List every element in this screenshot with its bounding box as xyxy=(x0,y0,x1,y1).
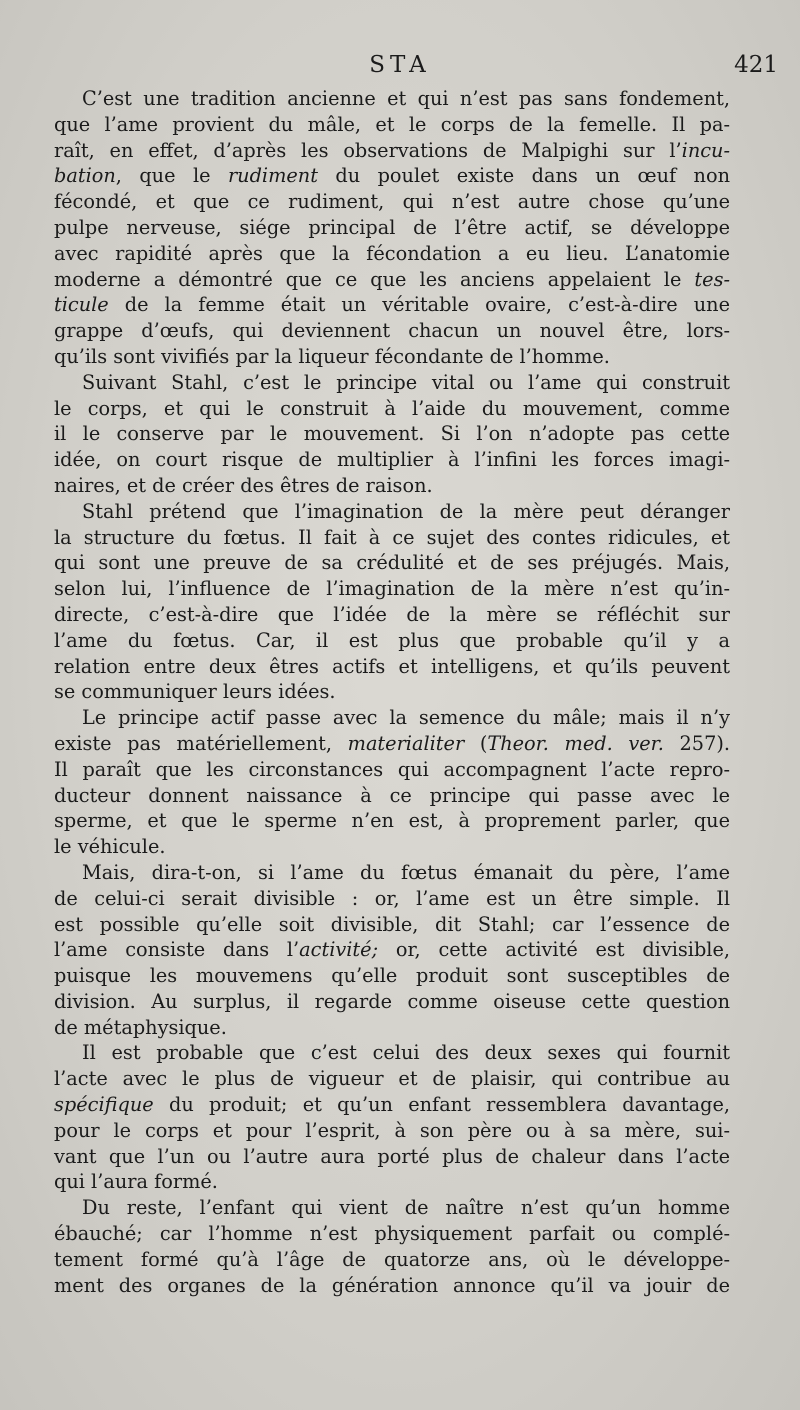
text-run: de métaphysique. xyxy=(54,1015,227,1039)
text-line xyxy=(54,757,730,783)
running-head: STA xyxy=(369,52,431,78)
text-run: du produit; et qu’un enfant ressemblera davantage, xyxy=(153,1093,730,1117)
text-run: Suivant Stahl, c’est le principe vital ou l’ame qui construit xyxy=(82,370,730,394)
text-line xyxy=(54,1144,730,1170)
text-line xyxy=(54,189,730,215)
text-line xyxy=(54,808,730,834)
text-line xyxy=(54,705,730,731)
italic-text: bation xyxy=(54,164,116,188)
text-run: moderne a démontré que ce que les anciens appelaient le xyxy=(54,267,695,291)
text-line xyxy=(54,1221,730,1247)
text-run: pulpe nerveuse, siége principal de l’être actif, se développe xyxy=(54,215,730,239)
text-run: Mais, dira-t-on, si l’ame du fœtus émanait du père, l’ame xyxy=(82,860,730,884)
text-run: , que le xyxy=(115,164,228,188)
text-run: tement formé qu’à l’âge de quatorze ans, où le développe- xyxy=(54,1247,730,1271)
text-line xyxy=(54,318,730,344)
text-run: le véhicule. xyxy=(54,835,166,859)
text-run: qu’ils sont vivifiés par la liqueur fécondante de l’homme. xyxy=(54,344,610,368)
text-run: selon lui, l’influence de l’imagination de la mère n’est qu’in- xyxy=(54,577,730,601)
text-run: division. Au surplus, il regarde comme oiseuse cette question xyxy=(54,989,730,1013)
paragraph xyxy=(54,1195,730,1298)
italic-text: activité; xyxy=(299,938,379,962)
text-run: naires, et de créer des êtres de raison. xyxy=(54,473,433,497)
paragraph xyxy=(54,370,730,499)
text-run: que l’ame provient du mâle, et le corps de la femelle. Il pa- xyxy=(54,112,730,136)
page-number: 421 xyxy=(734,52,778,78)
text-run: Il est probable que c’est celui des deux sexes qui fournit xyxy=(82,1041,730,1065)
text-line xyxy=(54,370,730,396)
text-run: qui l’aura formé. xyxy=(54,1170,218,1194)
text-run: pour le corps et pour l’esprit, à son père ou à sa mère, sui- xyxy=(54,1118,730,1142)
text-line xyxy=(54,602,730,628)
italic-text: spécifique xyxy=(54,1093,154,1117)
text-run: de celui-ci serait divisible : or, l’ame est un être simple. Il xyxy=(54,886,730,910)
text-run: raît, en effet, d’après les observations de Malpighi sur l’ xyxy=(54,138,682,162)
text-run: ( xyxy=(464,731,488,755)
paragraph xyxy=(54,1040,730,1195)
text-line xyxy=(54,473,730,499)
italic-text: incu- xyxy=(681,138,730,162)
text-run: Il paraît que les circonstances qui accompagnent l’acte repro- xyxy=(54,757,730,781)
text-run: directe, c’est-à-dire que l’idée de la mère se réfléchit sur xyxy=(54,602,730,626)
text-run: l’ame du fœtus. Car, il est plus que probable qu’il y a xyxy=(54,628,730,652)
paragraph xyxy=(54,705,730,860)
text-line xyxy=(54,912,730,938)
text-line xyxy=(54,860,730,886)
text-line xyxy=(54,576,730,602)
text-run: 257). xyxy=(663,731,730,755)
text-run: existe pas matériellement, xyxy=(54,731,348,755)
text-line xyxy=(54,86,730,112)
text-line xyxy=(54,654,730,680)
text-run: l’ame consiste dans l’ xyxy=(54,938,300,962)
text-run: or, cette activité est divisible, xyxy=(378,938,730,962)
text-run: Du reste, l’enfant qui vient de naître n’est qu’un homme xyxy=(82,1196,730,1220)
text-line xyxy=(54,1247,730,1273)
text-line xyxy=(54,396,730,422)
page-header xyxy=(0,52,800,84)
text-line xyxy=(54,241,730,267)
text-line xyxy=(54,1066,730,1092)
text-line xyxy=(54,963,730,989)
text-line xyxy=(54,1015,730,1041)
text-run: ébauché; car l’homme n’est physiquement parfait ou complé- xyxy=(54,1222,730,1246)
text-line xyxy=(54,628,730,654)
italic-text: Theor. med. ver. xyxy=(487,731,664,755)
italic-text: materialiter xyxy=(347,731,465,755)
italic-text: tes- xyxy=(694,267,730,291)
text-line xyxy=(54,1040,730,1066)
text-line xyxy=(54,267,730,293)
text-line xyxy=(54,886,730,912)
text-line xyxy=(54,138,730,164)
paragraph xyxy=(54,860,730,1041)
text-run: grappe d’œufs, qui deviennent chacun un nouvel être, lors- xyxy=(54,319,730,343)
text-line xyxy=(54,215,730,241)
text-run: avec rapidité après que la fécondation a eu lieu. L’anatomie xyxy=(54,241,730,265)
text-run: C’est une tradition ancienne et qui n’est pas sans fondement, xyxy=(82,87,730,110)
text-run: Stahl prétend que l’imagination de la mère peut déranger xyxy=(82,499,730,523)
text-run: est possible qu’elle soit divisible, dit Stahl; car l’essence de xyxy=(54,912,730,936)
text-line xyxy=(54,525,730,551)
text-line xyxy=(54,344,730,370)
text-run: qui sont une preuve de sa crédulité et de ses préjugés. Mais, xyxy=(54,551,730,575)
text-run: vant que l’un ou l’autre aura porté plus de chaleur dans l’acte xyxy=(54,1144,730,1168)
text-run: le corps, et qui le construit à l’aide du mouvement, comme xyxy=(54,396,730,420)
text-run: sperme, et que le sperme n’en est, à proprement parler, que xyxy=(54,809,730,833)
text-line xyxy=(54,1273,730,1299)
text-line xyxy=(54,783,730,809)
text-line xyxy=(54,989,730,1015)
text-run: il le conserve par le mouvement. Si l’on n’adopte pas cette xyxy=(54,422,730,446)
text-line xyxy=(54,679,730,705)
text-run: fécondé, et que ce rudiment, qui n’est autre chose qu’une xyxy=(54,190,730,214)
text-run: idée, on court risque de multiplier à l’infini les forces imagi- xyxy=(54,448,730,472)
body-text xyxy=(54,86,730,1298)
text-line xyxy=(54,834,730,860)
text-line xyxy=(54,112,730,138)
text-line xyxy=(54,937,730,963)
text-line xyxy=(54,292,730,318)
text-run: ment des organes de la génération annonce qu’il va jouir de xyxy=(54,1273,730,1297)
text-line xyxy=(54,731,730,757)
paragraph xyxy=(54,86,730,370)
text-run: puisque les mouvemens qu’elle produit sont susceptibles de xyxy=(54,964,730,988)
text-run: ducteur donnent naissance à ce principe qui passe avec le xyxy=(54,783,730,807)
text-run: l’acte avec le plus de vigueur et de plaisir, qui contribue au xyxy=(54,1067,730,1091)
text-line xyxy=(54,1118,730,1144)
text-line xyxy=(54,447,730,473)
text-line xyxy=(54,163,730,189)
text-line xyxy=(54,1092,730,1118)
text-run: Le principe actif passe avec la semence du mâle; mais il n’y xyxy=(82,706,730,730)
text-line xyxy=(54,1195,730,1221)
text-run: du poulet existe dans un œuf non xyxy=(317,164,730,188)
text-line xyxy=(54,550,730,576)
text-run: la structure du fœtus. Il fait à ce sujet des contes ridicules, et xyxy=(54,525,730,549)
text-run: de la femme était un véritable ovaire, c’est-à-dire une xyxy=(108,293,730,317)
text-run: se communiquer leurs idées. xyxy=(54,680,336,704)
paragraph xyxy=(54,499,730,705)
text-line xyxy=(54,1169,730,1195)
italic-text: rudiment xyxy=(227,164,318,188)
italic-text: ticule xyxy=(54,293,109,317)
text-line xyxy=(54,421,730,447)
text-line xyxy=(54,499,730,525)
text-run: relation entre deux êtres actifs et intelligens, et qu’ils peuvent xyxy=(54,654,730,678)
